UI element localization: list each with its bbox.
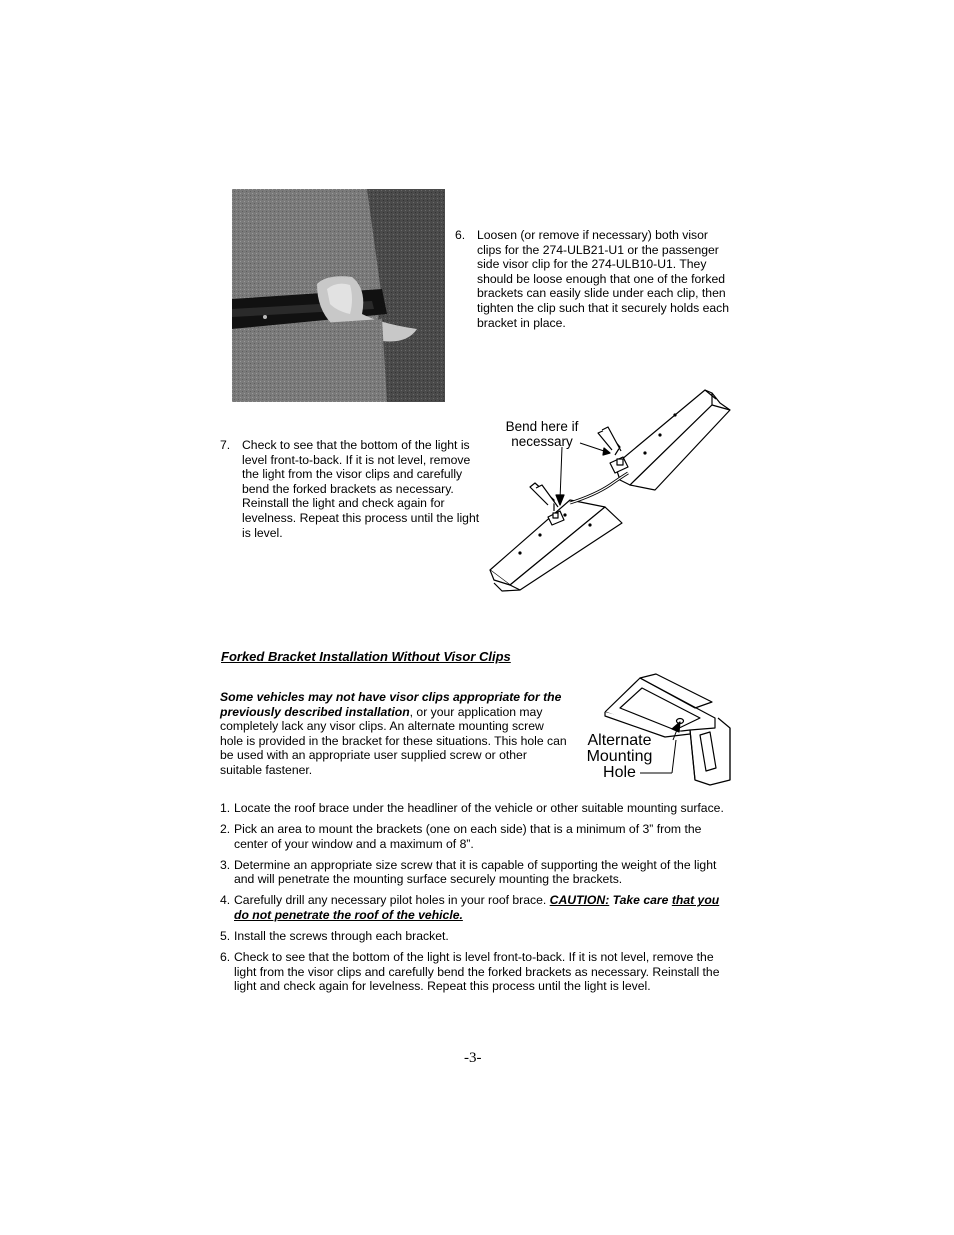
step-text: Locate the roof brace under the headliner of the vehicle or other suitable mounting surface. [234, 801, 724, 815]
list-item [220, 858, 732, 887]
step-number: 2. [220, 822, 231, 837]
bend-label-line2: necessary [511, 434, 573, 449]
step-text: Determine an appropriate size screw that it is capable of supporting the weight of the light and will penetrate the mounting surface securely mounting the brackets. [234, 857, 717, 887]
list-item [220, 893, 732, 922]
section-intro [220, 690, 570, 778]
caution-label: CAUTION: [549, 893, 610, 908]
bend-label-line1: Bend here if [505, 419, 579, 434]
step-text: Carefully drill any necessary pilot holes in your roof brace. [234, 893, 550, 908]
intro-bold-text: Some vehicles may not have visor clips appropriate for the previously described installation [220, 690, 562, 719]
step-text: Loosen (or remove if necessary) both visor clips for the 274-ULB21-U1 or the passenger side visor clip for the 274-ULB10-U1. They should be loose enough that one of the forked brackets can easily slide under each clip, then tighten the clip such that it securely holds each bracket in place. [477, 228, 730, 330]
list-item [220, 801, 732, 816]
step-6-visor-clips [455, 228, 735, 330]
step-number: 6. [220, 950, 231, 965]
step-number: 7. [220, 438, 231, 452]
mounting-hole-label-line1: Alternate [587, 732, 652, 749]
intro-rest-text: , or your application may completely lack any visor clips. An alternate mounting screw hole is provided in the bracket for these situations. This hole can be used with an appropriate user supplied screw or other suitable fastener. [220, 704, 567, 777]
list-item [220, 950, 732, 994]
section-heading: Forked Bracket Installation Without Visor Clips [221, 649, 511, 664]
step-number: 3. [220, 857, 231, 872]
page-number: -3- [464, 1050, 482, 1066]
step-number: 6. [455, 228, 466, 242]
list-item [220, 822, 732, 851]
step-7-level-check [220, 438, 482, 540]
caution-text-a: Take care [609, 893, 672, 908]
caution-text-b: that you do not penetrate the roof of the vehicle. [234, 893, 720, 923]
step-text: Check to see that the bottom of the light is level front-to-back. If it is not level, remove the light from the visor clips and carefully bend the forked brackets as necessary. Reinstall the light and check again for levelness. Repeat this process until the light is level. [234, 950, 720, 994]
mounting-hole-label-line2: Mounting [586, 748, 653, 765]
step-number: 4. [220, 893, 231, 908]
step-number: 1. [220, 801, 231, 815]
step-number: 5. [220, 929, 231, 944]
mounting-hole-label-line3: Hole [603, 764, 636, 781]
step-text: Pick an area to mount the brackets (one on each side) that is a minimum of 3” from the center of your window and a maximum of 8”. [234, 822, 702, 851]
step-text-with-caution [234, 893, 732, 922]
bend-label [497, 419, 587, 449]
list-item [220, 929, 732, 944]
light-bar-diagram [480, 385, 740, 595]
mounting-hole-label [582, 733, 657, 781]
light-bar-icon [480, 385, 740, 595]
installation-steps [220, 801, 732, 1001]
visor-clip-photo [232, 189, 445, 402]
step-text: Install the screws through each bracket. [234, 929, 449, 944]
step-text: Check to see that the bottom of the light is level front-to-back. If it is not level, remove the light from the visor clips and carefully bend the forked brackets as necessary. Reinstall the light and check again for levelness. Repeat this process until the light is level. [242, 438, 480, 540]
visor-clip-photo-icon [232, 189, 445, 402]
